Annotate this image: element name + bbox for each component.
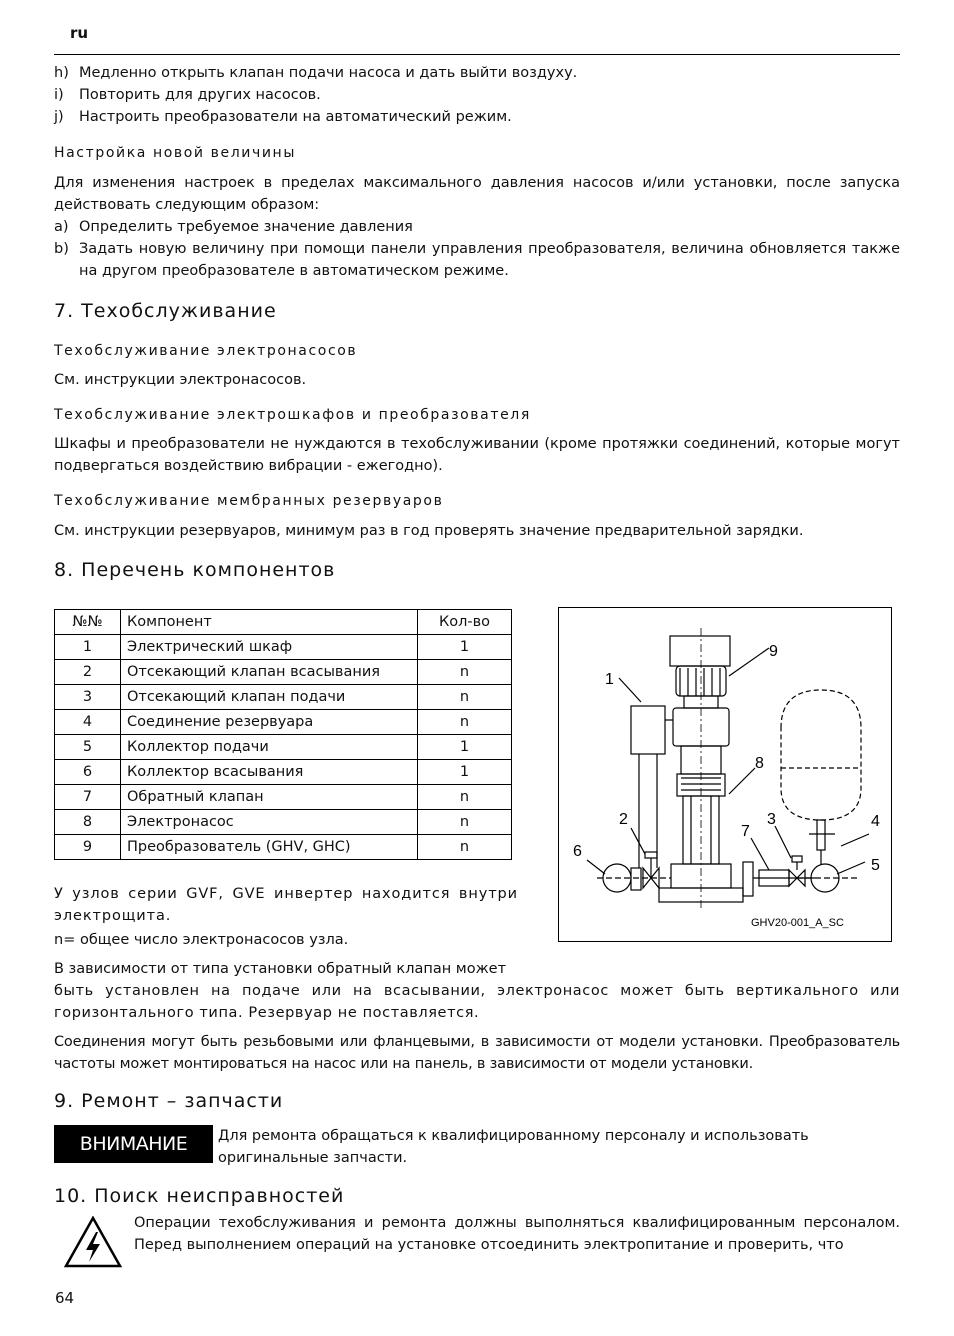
troubleshooting-text: Операции техобслуживания и ремонта должны выполняться квалифицированным персоналом. Перед выполнением операций на установке отсоединить электропитание и проверить, что [134,1215,900,1253]
connections-note: Соединения могут быть резьбовыми или фланцевыми, в зависимости от модели установки. Преобразователь частоты может монтироваться на насос или на панель, в зависимости от модели установки. [54,1034,900,1072]
figure-label-6: 6 [573,843,582,860]
table-row: 3 Отсекающий клапан подачи n [55,685,512,710]
figure-label-2: 2 [619,811,628,828]
figure-label-8: 8 [755,755,764,772]
install-note-line1: В зависимости от типа установки обратный клапан может [54,961,507,977]
list-item: i) Повторить для других насосов. [54,87,321,103]
pumps-text: См. инструкции электронасосов. [54,372,307,388]
table-row: 8 Электронасос n [55,810,512,835]
list-item: a) Определить требуемое значение давления [54,219,413,235]
figure-label-3: 3 [767,811,776,828]
install-note-rest: быть установлен на подаче или на всасывании, электронасос может быть вертикального или горизонтального типа. Резервуар не поставляется. [54,983,900,1021]
list-item: h) Медленно открыть клапан подачи насоса и дать выйти воздуху. [54,65,578,81]
subheading-pumps: Техобслуживание электронасосов [54,343,358,359]
table-row: 1 Электрический шкаф 1 [55,635,512,660]
column-header-qty: Кол-во [418,610,512,635]
header-rule [54,54,900,55]
pump-unit-drawing [559,608,891,941]
subheading-cabinets: Техобслуживание электрошкафов и преобразователя [54,407,531,423]
figure-label-9: 9 [769,643,778,660]
inverter-note: У узлов серии GVF, GVE инвертер находится внутри электрощита. [54,886,518,924]
language-code: ru [70,24,89,42]
figure-label-7: 7 [741,823,750,840]
column-header-number: №№ [55,610,121,635]
column-header-component: Компонент [121,610,418,635]
tanks-text: См. инструкции резервуаров, минимум раз в год проверять значение предварительной зарядки. [54,523,804,539]
cabinets-text: Шкафы и преобразователи не нуждаются в техобслуживании (кроме протяжки соединений, которые могут подвергаться воздействию вибрации - ежегодно). [54,436,900,474]
list-item: b) Задать новую величину при помощи панели управления преобразователя, величина обновляется также на другом преобразователе в автоматическом режиме. [54,241,900,279]
subheading-tanks: Техобслуживание мембранных резервуаров [54,493,444,509]
table-row: 4 Соединение резервуара n [55,710,512,735]
figure-label-1: 1 [605,671,614,688]
table-row: 5 Коллектор подачи 1 [55,735,512,760]
table-row: 6 Коллектор всасывания 1 [55,760,512,785]
high-voltage-warning-icon [64,1216,122,1268]
pump-unit-figure [558,607,892,942]
table-row: 9 Преобразователь (GHV, GHC) n [55,835,512,860]
figure-caption: GHV20-001_A_SC [751,917,844,929]
new-value-steps [54,216,900,282]
section-9-title: 9. Ремонт – запчасти [54,1090,284,1112]
list-item: j) Настроить преобразователи на автоматический режим. [54,109,512,125]
steps-top [54,62,900,128]
components-table [54,609,512,860]
figure-label-4: 4 [871,813,880,830]
subheading-new-value: Настройка новой величины [54,145,296,161]
attention-badge: ВНИМАНИЕ [54,1125,213,1163]
repair-text: Для ремонта обращаться к квалифицированному персоналу и использовать оригинальные запчасти. [218,1128,809,1166]
section-8-title: 8. Перечень компонентов [54,559,336,581]
new-value-intro: Для изменения настроек в пределах максимального давления насосов и/или установки, после запуска действовать следующим образом: [54,175,900,213]
figure-label-5: 5 [871,857,880,874]
table-header-row [55,610,512,635]
section-7-title: 7. Техобслуживание [54,300,277,322]
table-row: 2 Отсекающий клапан всасывания n [55,660,512,685]
table-row: 7 Обратный клапан n [55,785,512,810]
section-10-title: 10. Поиск неисправностей [54,1185,345,1207]
n-definition: n= общее число электронасосов узла. [54,932,349,948]
page-number: 64 [55,1289,75,1307]
